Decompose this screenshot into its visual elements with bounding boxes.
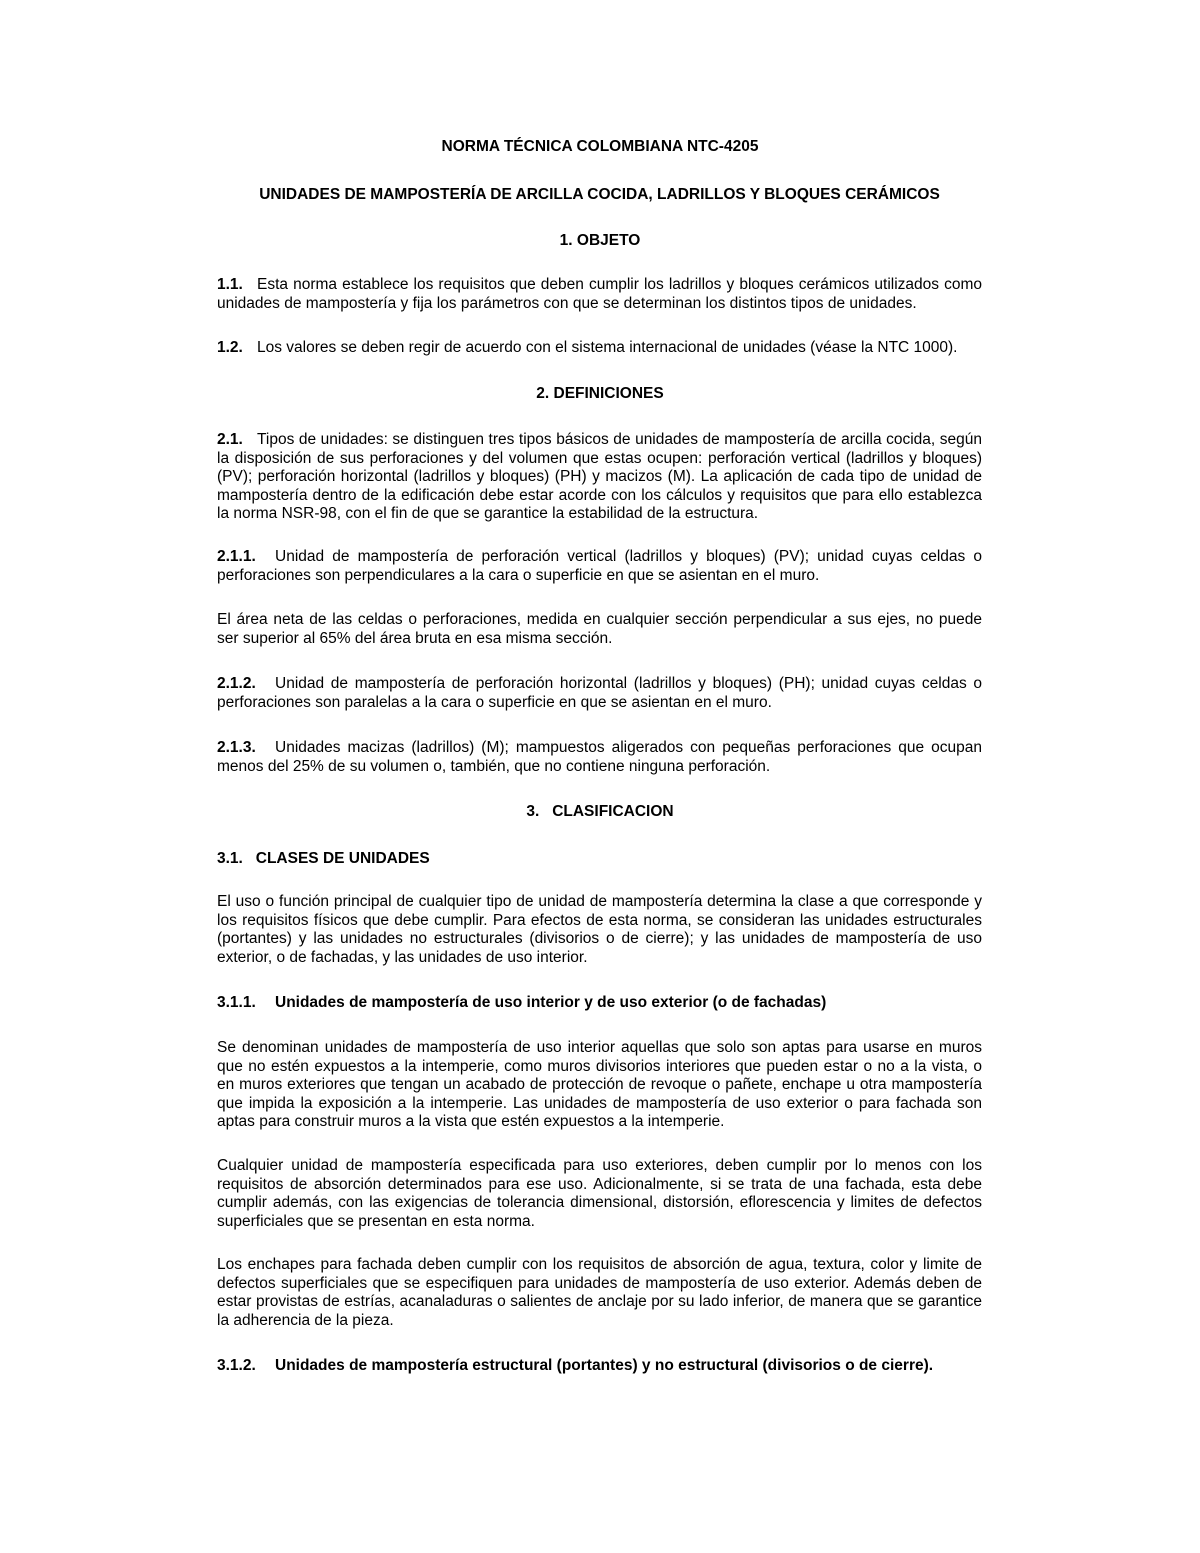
paragraph-text: Los valores se deben regir de acuerdo con el sistema internacional de unidades (véase la NTC 1000).: [257, 339, 958, 356]
paragraph-number: 2.1.3.: [217, 739, 256, 756]
paragraph-2-1-3: [217, 739, 982, 776]
section-heading-clasificacion: 3. CLASIFICACION: [526, 803, 674, 820]
subsection-heading-3-1-1: [217, 993, 826, 1012]
section-heading-objeto: 1. OBJETO: [559, 232, 641, 249]
paragraph-2-1-1-continued: [217, 611, 982, 648]
paragraph-3-1-1-c: [217, 1256, 982, 1330]
paragraph-1-2: [217, 339, 982, 358]
paragraph-text: Tipos de unidades: se distinguen tres tipos básicos de unidades de mampostería de arcilla cocida, según la disposición de sus perforaciones y del volumen que estas ocupen: perforación vertical (ladrillos y bloques) (PV); perforación horizontal (ladrillos y bloques) (PH) y macizos (M). La aplicación de cada tipo de unidad de mampostería dentro de la edificación debe estar acorde con los cálculos y requisitos que para ello establezca la norma NSR-98, con el fin de que se garantice la estabilidad de la estructura.: [217, 431, 982, 522]
paragraph-3-1-1-b: [217, 1157, 982, 1231]
subsection-number: 3.1.2.: [217, 1357, 256, 1374]
subsection-heading-3-1-2: [217, 1356, 933, 1375]
paragraph-number: 2.1.1.: [217, 548, 256, 565]
paragraph-number: 1.1.: [217, 276, 243, 293]
paragraph-3-1: [217, 893, 982, 967]
subsection-number: 3.1.1.: [217, 994, 256, 1011]
section-heading-definiciones: 2. DEFINICIONES: [536, 385, 664, 402]
paragraph-text: El uso o función principal de cualquier tipo de unidad de mampostería determina la clase a que corresponde y los requisitos físicos que debe cumplir. Para efectos de esta norma, se consideran las unidades estructurales (portantes) y las unidades no estructurales (divisorios o de cierre); y las unidades de mampostería de uso exterior, o de fachadas, y las unidades de uso interior.: [217, 893, 982, 966]
paragraph-number: 2.1.2.: [217, 675, 256, 692]
paragraph-text: El área neta de las celdas o perforaciones, medida en cualquier sección perpendicular a sus ejes, no puede ser superior al 65% del área bruta en esa misma sección.: [217, 611, 982, 647]
section-heading-clases-de-unidades: 3.1. CLASES DE UNIDADES: [217, 850, 430, 867]
paragraph-number: 2.1.: [217, 431, 243, 448]
paragraph-text: Cualquier unidad de mampostería especificada para uso exteriores, deben cumplir por lo menos con los requisitos de absorción determinados para ese uso. Adicionalmente, si se trata de una fachada, esta debe cumplir además, con las exigencias de tolerancia dimensional, distorsión, eflorescencia y limites de defectos superficiales que se presentan en esta norma.: [217, 1157, 982, 1230]
paragraph-text: Esta norma establece los requisitos que deben cumplir los ladrillos y bloques cerámicos utilizados como unidades de mampostería y fija los parámetros con que se determinan los distintos tipos de unidades.: [217, 276, 982, 312]
paragraph-text: Se denominan unidades de mampostería de uso interior aquellas que solo son aptas para usarse en muros que no estén expuestos a la intemperie, como muros divisorios interiores que pueden estar o no a la vista, o en muros exteriores que tengan un acabado de protección de revoque o pañete, enchape u otra mampostería que impida la exposición a la intemperie. Las unidades de mampostería de uso exterior o para fachada son aptas para construir muros a la vista que estén expuestos a la intemperie.: [217, 1039, 982, 1130]
paragraph-text: Unidad de mampostería de perforación vertical (ladrillos y bloques) (PV); unidad cuyas celdas o perforaciones son perpendiculares a la cara o superficie en que se asientan en el muro.: [217, 548, 982, 584]
paragraph-text: Unidad de mampostería de perforación horizontal (ladrillos y bloques) (PH); unidad cuyas celdas o perforaciones son paralelas a la cara o superficie en que se asientan en el muro.: [217, 675, 982, 711]
paragraph-3-1-1-a: [217, 1039, 982, 1132]
paragraph-text: Los enchapes para fachada deben cumplir con los requisitos de absorción de agua, textura, color y limite de defectos superficiales que se especifiquen para unidades de mampostería de uso exterior. Además deben de estar provistas de estrías, acanaladuras o salientes de anclaje por su lado inferior, de manera que se garantice la adherencia de la pieza.: [217, 1256, 982, 1329]
paragraph-2-1-2: [217, 675, 982, 712]
paragraph-1-1: [217, 276, 982, 313]
subsection-title: Unidades de mampostería de uso interior y de uso exterior (o de fachadas): [275, 994, 827, 1011]
paragraph-2-1: [217, 431, 982, 524]
paragraph-number: 1.2.: [217, 339, 243, 356]
document-title: NORMA TÉCNICA COLOMBIANA NTC-4205: [441, 138, 759, 155]
paragraph-2-1-1: [217, 548, 982, 585]
document-subtitle: UNIDADES DE MAMPOSTERÍA DE ARCILLA COCIDA, LADRILLOS Y BLOQUES CERÁMICOS: [259, 186, 940, 203]
paragraph-text: Unidades macizas (ladrillos) (M); mampuestos aligerados con pequeñas perforaciones que ocupan menos del 25% de su volumen o, también, que no contiene ninguna perforación.: [217, 739, 982, 775]
subsection-title: Unidades de mampostería estructural (portantes) y no estructural (divisorios o de cierre).: [275, 1357, 934, 1374]
